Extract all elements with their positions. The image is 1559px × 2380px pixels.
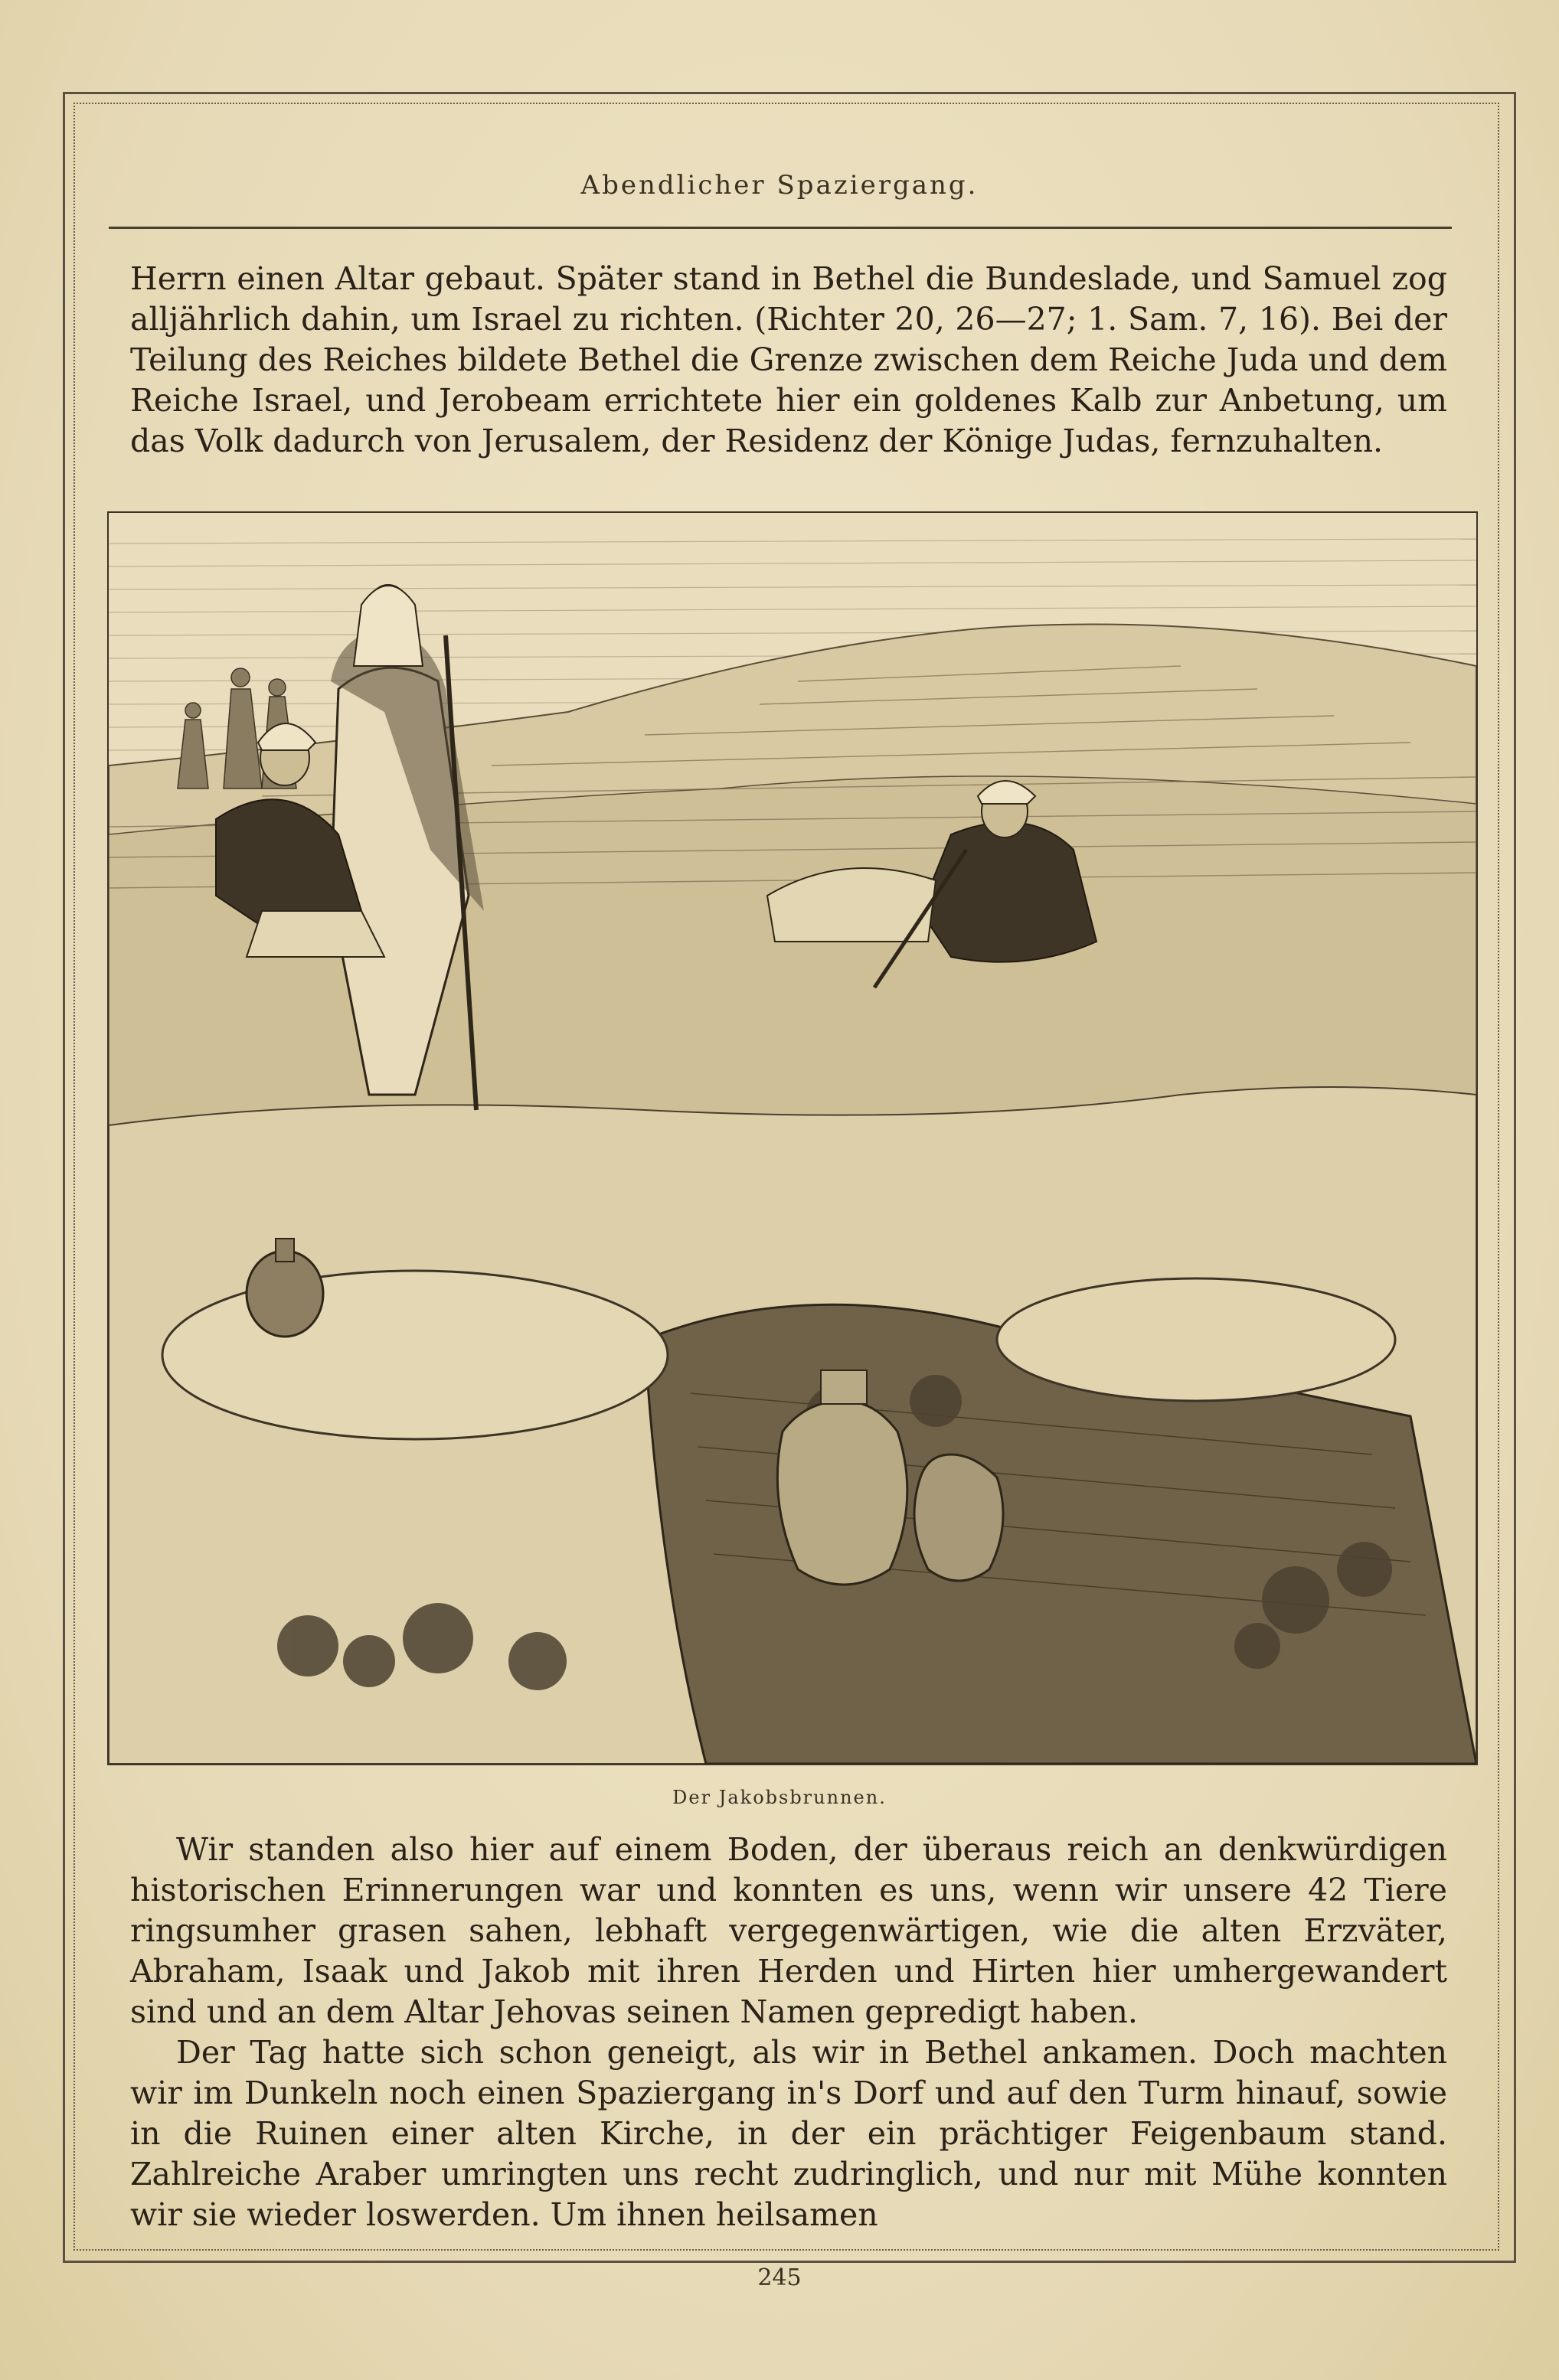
running-header: Abendlicher Spaziergang. — [580, 170, 979, 201]
rock-left — [162, 1271, 668, 1439]
rock-right — [997, 1278, 1395, 1401]
page-number: 245 — [757, 2264, 802, 2291]
header-rule — [109, 227, 1452, 229]
bottom-paragraph-2: Der Tag hatte sich schon geneigt, als wir in Bethel ankamen. Doch machten wir im Dunkeln noch einen Spaziergang in's Dorf und auf den Turm hinauf, sowie in die Ruinen einer alten Kirche, in der ein prächtiger Feigenbaum stand. Zahlreiche Araber umringten uns recht zudringlich, und nur mit Mühe konnten wir sie wieder loswerden. Um ihnen heilsamen — [130, 2034, 1447, 2233]
engraving-illustration — [107, 511, 1478, 1765]
figure-caption: Der Jakobsbrunnen. — [672, 1787, 887, 1808]
engraving-drawing — [109, 513, 1476, 1764]
bottom-paragraph-1: Wir standen also hier auf einem Boden, der überaus reich an denkwürdigen historischen Erinnerungen war und konnten es uns, wenn wir unsere 42 Tiere ringsumher grasen sahen, lebhaft vergegenwärtigen, wie die alten Erzväter, Abraham, Isaak und Jakob mit ihren Herden und Hirten hier umhergewandert sind und an dem Altar Jehovas seinen Namen gepredigt haben. — [130, 1831, 1447, 2030]
top-paragraph: Herrn einen Altar gebaut. Später stand in Bethel die Bundeslade, und Samuel zog alljährlich dahin, um Israel zu richten. (Richter 20, 26—27; 1. Sam. 7, 16). Bei der Teilung des Reiches bildete Bethel die Grenze zwischen dem Reiche Juda und dem Reiche Israel, und Jerobeam errichtete hier ein goldenes Kalb zur Anbetung, um das Volk dadurch von Jerusalem, der Residenz der Könige Judas, fernzuhalten. — [130, 260, 1447, 459]
bottom-text-block — [130, 1830, 1447, 2235]
top-text-block — [130, 259, 1447, 462]
